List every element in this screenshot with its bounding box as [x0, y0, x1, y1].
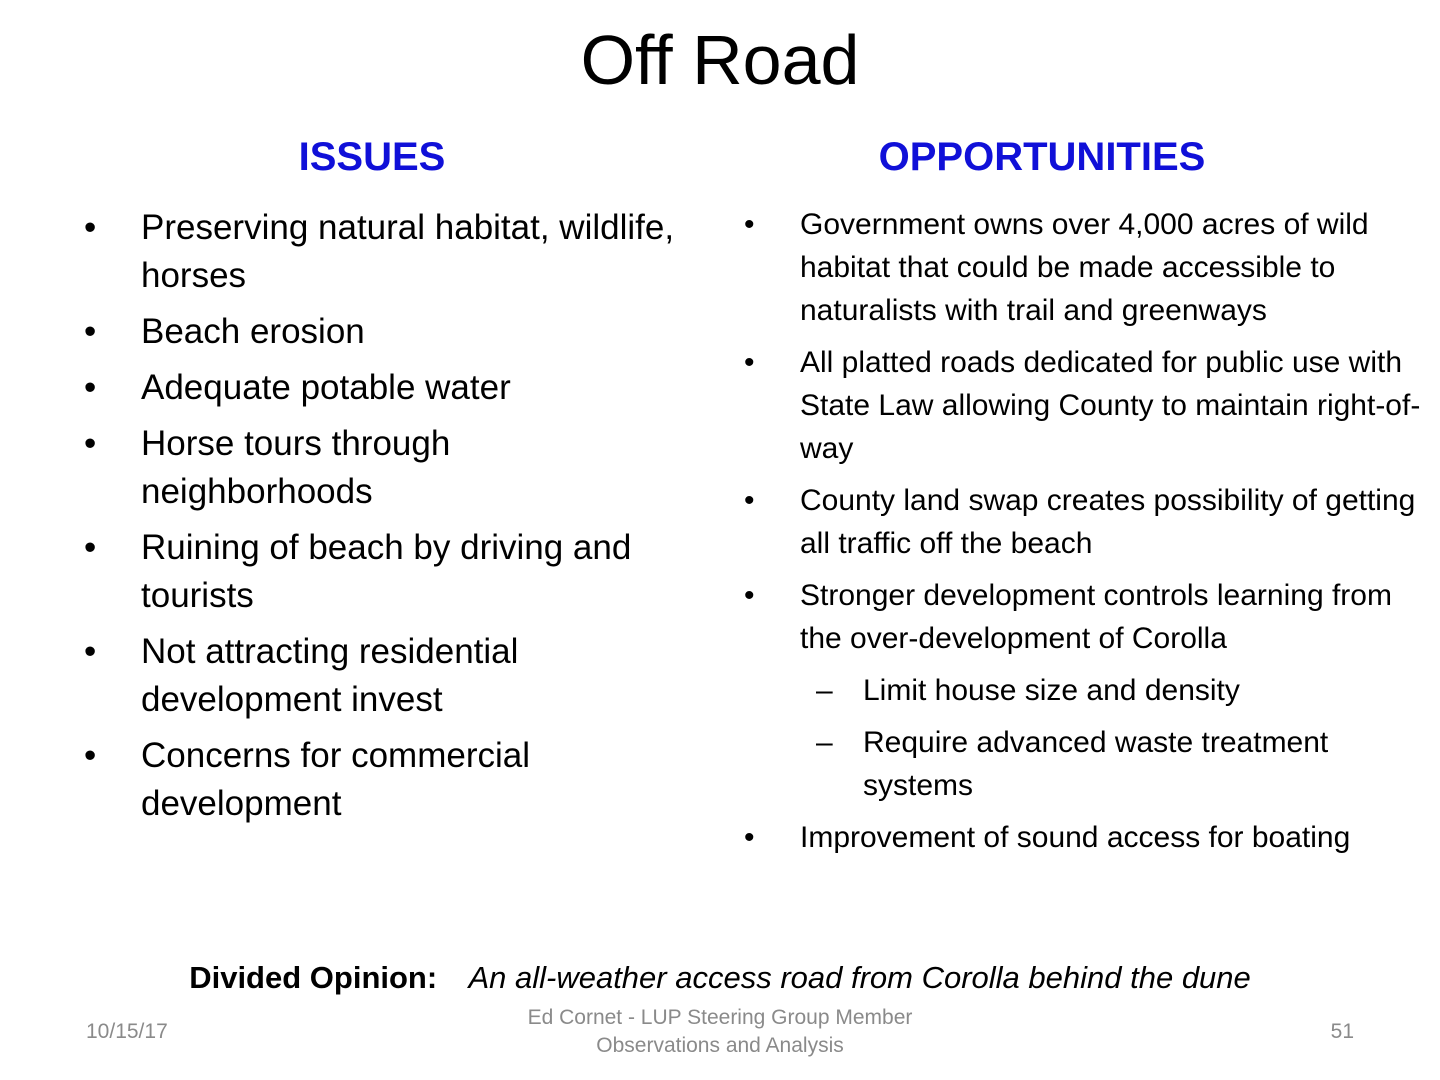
issue-text: Not attracting residential development invest: [141, 632, 519, 719]
divided-opinion-text: An all-weather access road from Corolla behind the dune: [468, 960, 1251, 995]
bullet-icon: •: [84, 368, 97, 407]
bullet-icon: •: [744, 821, 755, 854]
bullet-icon: •: [84, 312, 97, 351]
divided-opinion-label: Divided Opinion:: [189, 960, 438, 995]
footer-date: 10/15/17: [86, 1020, 168, 1043]
opportunity-sub-item: [744, 721, 1424, 807]
issue-item: [84, 628, 684, 724]
opportunity-item: [744, 203, 1424, 332]
opportunity-item: [744, 341, 1424, 470]
opportunity-text: County land swap creates possibility of getting all traffic off the beach: [800, 484, 1416, 560]
opportunities-heading: OPPORTUNITIES: [878, 135, 1206, 179]
bullet-icon: •: [84, 424, 97, 463]
opportunities-list: [744, 203, 1424, 868]
footer-page-number: 51: [1330, 1020, 1354, 1043]
opportunity-text: Stronger development controls learning from the over-development of Corolla: [800, 579, 1392, 655]
issue-item: [84, 364, 684, 412]
issue-item: [84, 524, 684, 620]
issue-text: Beach erosion: [141, 312, 365, 351]
issue-item: [84, 204, 684, 300]
footer-subtitle: Observations and Analysis: [596, 1034, 844, 1057]
opportunity-item: [744, 816, 1424, 859]
opportunity-item: [744, 479, 1424, 565]
slide-title: Off Road: [580, 21, 860, 99]
opportunity-text: Improvement of sound access for boating: [800, 821, 1351, 854]
issue-text: Horse tours through neighborhoods: [141, 424, 451, 511]
bullet-icon: •: [84, 528, 97, 567]
footer-center: [420, 1004, 1020, 1060]
opportunity-sub-text: Limit house size and density: [863, 674, 1240, 707]
footer-author: Ed Cornet - LUP Steering Group Member: [527, 1006, 913, 1029]
bullet-icon: •: [744, 579, 755, 612]
bullet-icon: •: [744, 208, 755, 241]
opportunity-sub-item: [744, 669, 1424, 712]
dash-icon: –: [816, 726, 833, 759]
issue-text: Adequate potable water: [141, 368, 511, 407]
issue-item: [84, 308, 684, 356]
issue-item: [84, 420, 684, 516]
bullet-icon: •: [84, 208, 97, 247]
issues-list: [84, 204, 684, 836]
issues-heading: ISSUES: [298, 135, 446, 179]
issue-text: Concerns for commercial development: [141, 736, 530, 823]
bullet-icon: •: [84, 736, 97, 775]
issue-text: Ruining of beach by driving and tourists: [141, 528, 632, 615]
opportunity-text: All platted roads dedicated for public use with State Law allowing County to maintain right-of-way: [800, 346, 1421, 465]
opportunity-sub-text: Require advanced waste treatment systems: [863, 726, 1329, 802]
divided-opinion: [0, 956, 1440, 1000]
bullet-icon: •: [744, 346, 755, 379]
issue-item: [84, 732, 684, 828]
issue-text: Preserving natural habitat, wildlife, horses: [141, 208, 675, 295]
opportunity-item: [744, 574, 1424, 660]
bullet-icon: •: [744, 484, 755, 517]
dash-icon: –: [816, 674, 833, 707]
opportunity-text: Government owns over 4,000 acres of wild habitat that could be made accessible to naturalists with trail and greenways: [800, 208, 1369, 327]
bullet-icon: •: [84, 632, 97, 671]
